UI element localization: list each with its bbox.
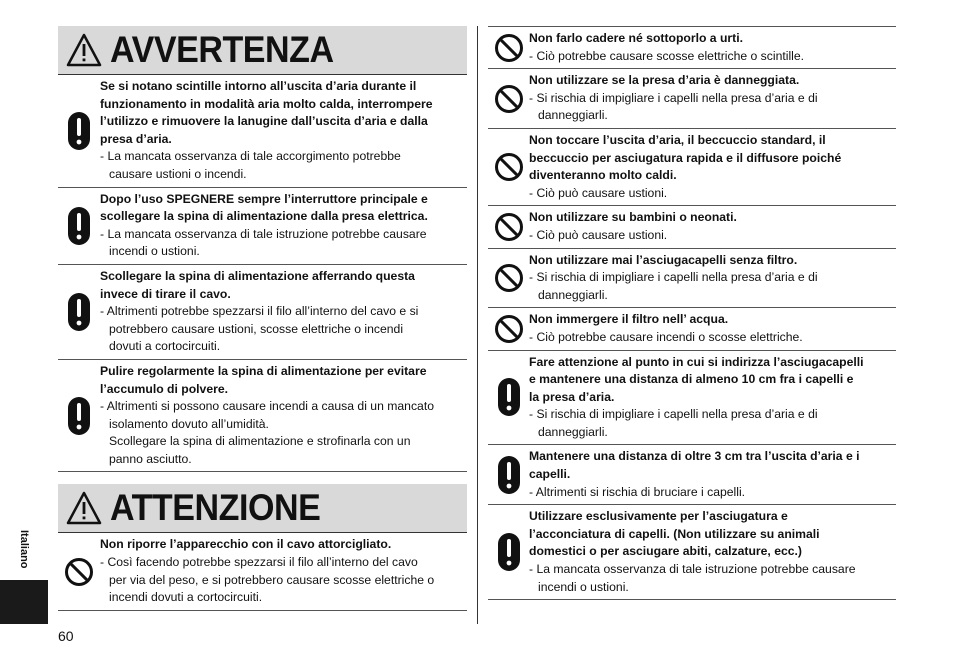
item-icon-cell: [488, 505, 529, 599]
item-heading-line: Mantenere una distanza di oltre 3 cm tra l’uscita d’aria e i: [529, 449, 860, 464]
safety-item: [58, 265, 467, 360]
item-note-line: Scollegare la spina di alimentazione e strofinarla con un: [109, 434, 411, 449]
safety-item: [488, 206, 896, 248]
safety-item: [58, 360, 467, 473]
item-note-line: - La mancata osservanza di tale accorgimento potrebbe: [100, 149, 401, 164]
warning-triangle-icon: [66, 32, 102, 68]
item-heading-line: Non farlo cadere né sottoporlo a urti.: [529, 31, 743, 45]
safety-item: [488, 249, 896, 309]
item-heading-line: scollegare la spina di alimentazione dalla presa elettrica.: [100, 209, 428, 224]
warning-banner: [58, 26, 467, 75]
item-heading-line: Fare attenzione al punto in cui si indirizza l’asciugacapelli: [529, 354, 864, 369]
item-note-line: potrebbero causare ustioni, scosse elettriche o incendi: [109, 321, 404, 336]
safety-item: [488, 27, 896, 69]
item-text: [529, 249, 896, 308]
item-icon-cell: [488, 129, 529, 205]
item-text: [529, 308, 896, 349]
safety-item: [488, 445, 896, 505]
item-icon-cell: [488, 69, 529, 128]
item-text: [100, 75, 467, 187]
prohibition-icon: [494, 212, 524, 242]
exclamation-icon: [497, 532, 521, 572]
language-tab: [0, 580, 48, 624]
item-note-line: - Ciò potrebbe causare scosse elettriche o scintille.: [529, 48, 805, 63]
item-note-line: - Ciò potrebbe causare incendi o scosse elettriche.: [529, 329, 803, 344]
item-text: [529, 69, 896, 128]
item-note-line: - Si rischia di impigliare i capelli nella presa d’aria e di: [529, 407, 818, 422]
item-heading-line: Scollegare la spina di alimentazione afferrando questa: [100, 268, 415, 283]
item-icon-cell: [488, 308, 529, 349]
item-heading-line: Dopo l’uso SPEGNERE sempre l’interruttore principale e: [100, 191, 428, 206]
item-text: [529, 27, 896, 68]
item-note-line: incendi o ustioni.: [109, 244, 200, 259]
safety-item: [58, 533, 467, 610]
item-heading-line: Non toccare l’uscita d’aria, il beccuccio standard, il: [529, 132, 826, 147]
item-icon-cell: [488, 249, 529, 308]
item-heading-line: Se si notano scintille intorno all’uscita d’aria durante il: [100, 79, 417, 93]
item-heading-line: Non immergere il filtro nell’ acqua.: [529, 312, 729, 327]
item-heading-line: diventeranno molto caldi.: [529, 168, 677, 183]
item-note-line: isolamento dovuto all’umidità.: [109, 416, 269, 431]
item-text: [100, 265, 467, 359]
item-heading-line: l’acconciatura di capelli. (Non utilizzare su animali: [529, 526, 820, 541]
prohibition-icon: [494, 314, 524, 344]
item-note-line: - Altrimenti si rischia di bruciare i capelli.: [529, 484, 746, 499]
item-heading-line: invece di tirare il cavo.: [100, 286, 231, 301]
prohibition-icon: [494, 84, 524, 114]
item-note-line: - La mancata osservanza di tale istruzione potrebbe causare: [529, 562, 856, 577]
caution-list: [58, 533, 467, 610]
safety-item: [488, 505, 896, 600]
item-heading-line: capelli.: [529, 467, 571, 482]
item-note-line: - La mancata osservanza di tale istruzione potrebbe causare: [100, 226, 427, 241]
caution-title: ATTENZIONE: [110, 487, 321, 529]
item-note-line: - Altrimenti potrebbe spezzarsi il filo all’interno del cavo e si: [100, 304, 419, 319]
item-text: [529, 129, 896, 205]
exclamation-icon: [497, 455, 521, 495]
item-note-line: incendi dovuti a cortocircuiti.: [109, 590, 263, 605]
exclamation-icon: [67, 111, 91, 151]
safety-item: [488, 69, 896, 129]
exclamation-icon: [67, 396, 91, 436]
item-icon-cell: [488, 445, 529, 504]
warning-list: [58, 75, 467, 472]
item-icon-cell: [58, 360, 100, 472]
exclamation-icon: [67, 206, 91, 246]
prohibition-icon: [494, 152, 524, 182]
item-note-line: causare ustioni o incendi.: [109, 166, 247, 181]
item-heading-line: la presa d’aria.: [529, 389, 615, 404]
item-heading-line: Non utilizzare se la presa d’aria è danneggiata.: [529, 73, 800, 88]
item-heading-line: presa d’aria.: [100, 131, 172, 146]
prohibition-icon: [494, 263, 524, 293]
item-icon-cell: [58, 188, 100, 264]
item-heading-line: e mantenere una distanza di almeno 10 cm fra i capelli e: [529, 372, 854, 387]
item-text: [529, 445, 896, 504]
item-heading-line: l’accumulo di polvere.: [100, 381, 229, 396]
item-icon-cell: [58, 265, 100, 359]
item-note-line: danneggiarli.: [538, 108, 608, 123]
item-text: [529, 206, 896, 247]
item-note-line: panno asciutto.: [109, 451, 192, 466]
left-column: [58, 26, 467, 611]
item-heading-line: l’utilizzo e rimuovere la lanugine dall’uscita d’aria e dalla: [100, 114, 428, 129]
item-text: [529, 351, 896, 445]
safety-item: [488, 129, 896, 206]
item-note-line: - Ciò può causare ustioni.: [529, 227, 668, 242]
item-heading-line: domestici o per asciugare abiti, calzature, ecc.): [529, 544, 802, 559]
safety-item: [58, 75, 467, 188]
right-column: [488, 26, 896, 600]
item-heading-line: Utilizzare esclusivamente per l’asciugatura e: [529, 509, 788, 524]
caution-banner: [58, 484, 467, 533]
right-list: [488, 26, 896, 600]
item-heading-line: Non riporre l’apparecchio con il cavo attorcigliato.: [100, 537, 392, 552]
item-icon-cell: [488, 206, 529, 247]
item-note-line: - Si rischia di impigliare i capelli nella presa d’aria e di: [529, 90, 818, 105]
item-note-line: - Si rischia di impigliare i capelli nella presa d’aria e di: [529, 270, 818, 285]
item-heading-line: Non utilizzare su bambini o neonati.: [529, 210, 737, 225]
item-heading-line: Pulire regolarmente la spina di alimentazione per evitare: [100, 363, 427, 378]
item-heading-line: Non utilizzare mai l’asciugacapelli senza filtro.: [529, 252, 798, 267]
item-note-line: danneggiarli.: [538, 424, 608, 439]
item-note-line: - Ciò può causare ustioni.: [529, 185, 668, 200]
warning-title: AVVERTENZA: [110, 29, 334, 70]
page-number: 60: [58, 628, 74, 644]
item-icon-cell: [488, 27, 529, 68]
item-note-line: - Così facendo potrebbe spezzarsi il filo all’interno del cavo: [100, 555, 418, 570]
prohibition-icon: [494, 33, 524, 63]
item-note-line: - Altrimenti si possono causare incendi a causa di un mancato: [100, 399, 434, 414]
language-label: Italiano: [18, 530, 30, 569]
safety-item: [488, 308, 896, 350]
item-icon-cell: [488, 351, 529, 445]
item-text: [529, 505, 896, 599]
item-heading-line: funzionamento in modalità aria molto calda, interrompere: [100, 96, 433, 111]
column-divider: [477, 26, 478, 624]
caution-triangle-icon: [66, 490, 102, 526]
safety-item: [58, 188, 467, 265]
item-text: [100, 533, 467, 609]
item-text: [100, 360, 467, 472]
item-note-line: per via del peso, e si potrebbero causare scosse elettriche o: [109, 572, 435, 587]
exclamation-icon: [67, 292, 91, 332]
item-text: [100, 188, 467, 264]
item-heading-line: beccuccio per asciugatura rapida e il diffusore poiché: [529, 150, 842, 165]
item-note-line: danneggiarli.: [538, 287, 608, 302]
item-icon-cell: [58, 75, 100, 187]
exclamation-icon: [497, 377, 521, 417]
prohibition-icon: [64, 557, 94, 587]
safety-item: [488, 351, 896, 446]
item-note-line: incendi o ustioni.: [538, 579, 629, 594]
item-note-line: dovuti a cortocircuiti.: [109, 339, 221, 354]
item-icon-cell: [58, 533, 100, 609]
